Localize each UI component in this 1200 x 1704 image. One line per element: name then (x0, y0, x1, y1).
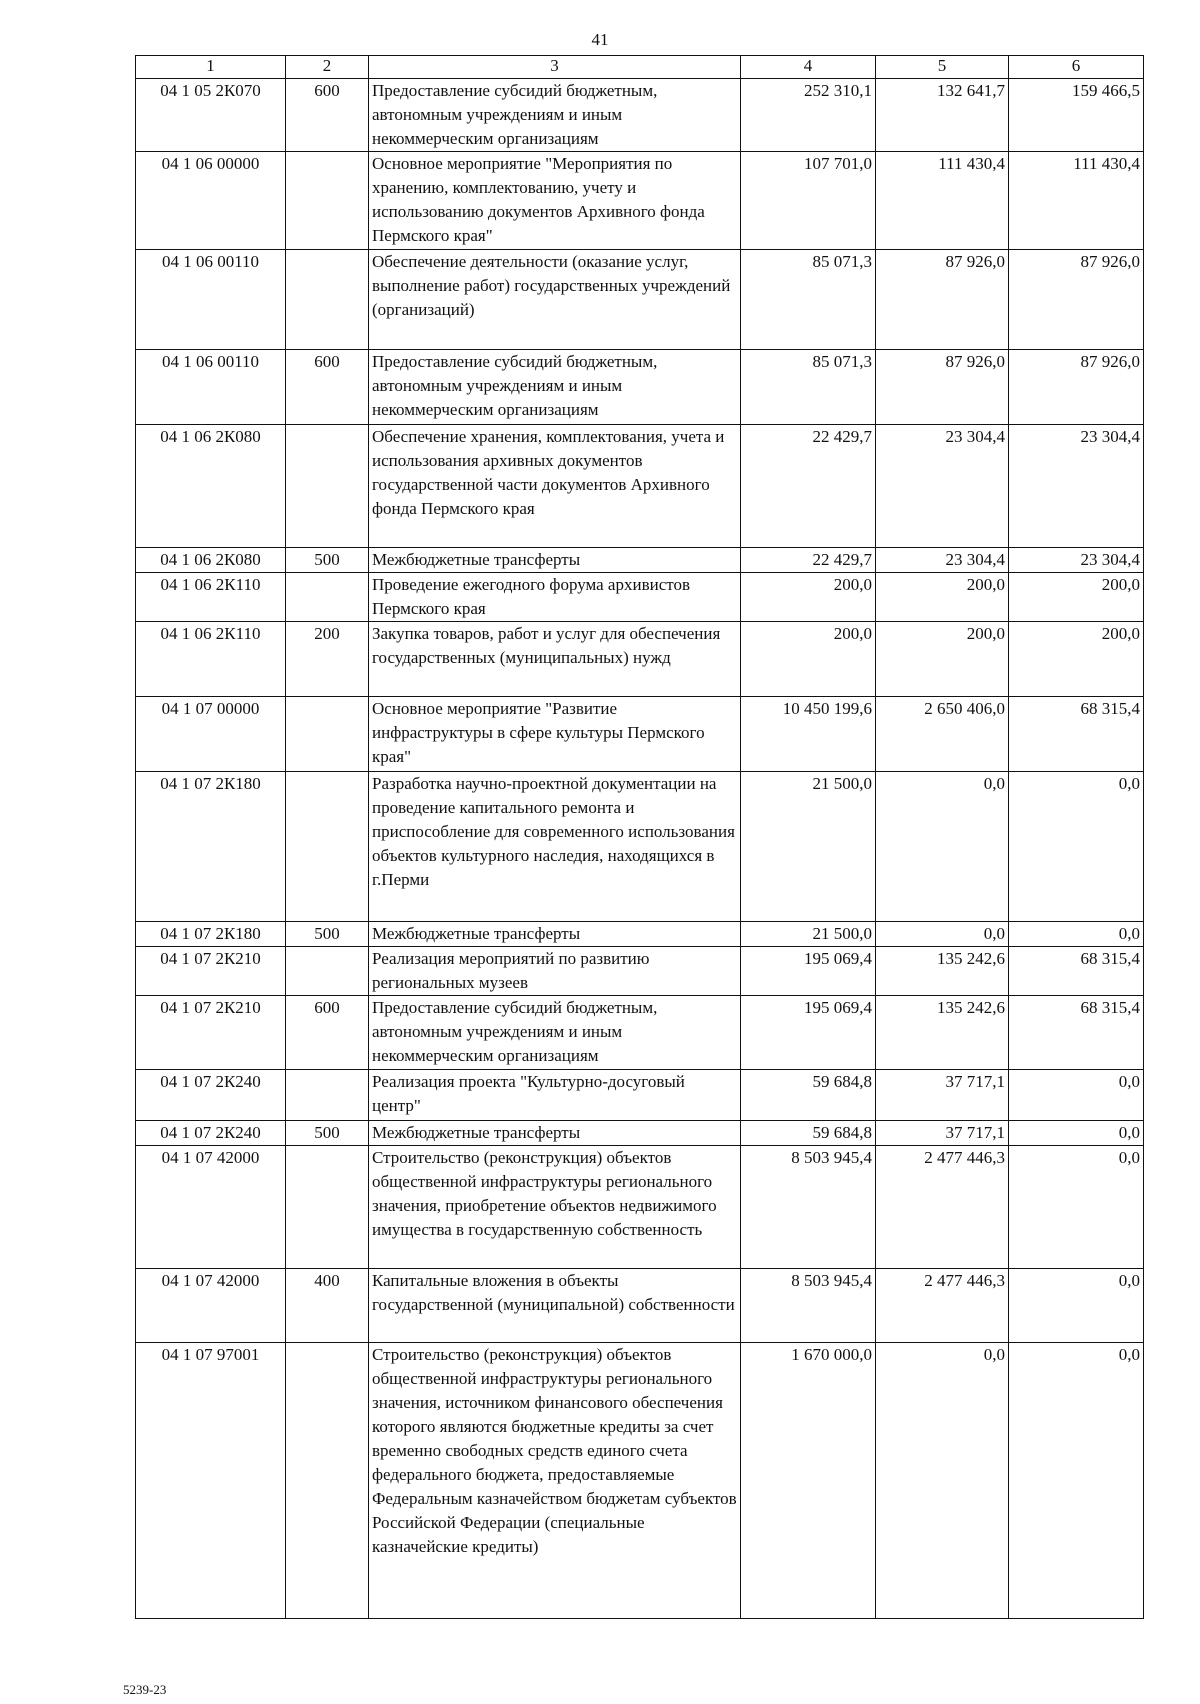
row-code: 04 1 07 2К210 (136, 996, 286, 1070)
table-row (136, 1146, 1144, 1269)
row-code: 04 1 06 2К080 (136, 548, 286, 573)
row-value-6: 0,0 (1009, 1343, 1144, 1619)
row-type (286, 573, 369, 622)
table-row (136, 548, 1144, 573)
row-type: 500 (286, 922, 369, 947)
page-number: 41 (591, 30, 609, 49)
row-name: Предоставление субсидий бюджетным, автономным учреждениям и иным некоммерческим организациям (369, 996, 741, 1070)
budget-table (135, 55, 1144, 1619)
row-type (286, 1070, 369, 1121)
row-value-5: 200,0 (876, 573, 1009, 622)
row-type (286, 947, 369, 996)
row-value-4: 252 310,1 (741, 79, 876, 152)
row-value-6: 111 430,4 (1009, 152, 1144, 250)
row-value-4: 200,0 (741, 622, 876, 697)
row-type (286, 425, 369, 548)
row-type (286, 772, 369, 922)
row-code: 04 1 07 2К210 (136, 947, 286, 996)
row-name: Основное мероприятие "Мероприятия по хранению, комплектованию, учету и использованию документов Архивного фонда Пермского края" (369, 152, 741, 250)
table-row (136, 996, 1144, 1070)
row-value-6: 23 304,4 (1009, 425, 1144, 548)
row-value-5: 37 717,1 (876, 1070, 1009, 1121)
row-type (286, 250, 369, 350)
row-value-4: 200,0 (741, 573, 876, 622)
row-name: Строительство (реконструкция) объектов общественной инфраструктуры регионального значения, источником финансового обеспечения которого являются бюджетные кредиты за счет временно свободных средств единого счета федерального бюджета, предоставляемые Федеральным казначейством бюджетам субъектов Российской Федерации (специальные казначейские кредиты) (369, 1343, 741, 1619)
row-value-5: 87 926,0 (876, 350, 1009, 425)
row-value-4: 59 684,8 (741, 1121, 876, 1146)
row-name: Обеспечение хранения, комплектования, учета и использования архивных документов государственной части документов Архивного фонда Пермского края (369, 425, 741, 548)
row-code: 04 1 07 2К180 (136, 922, 286, 947)
row-name: Строительство (реконструкция) объектов общественной инфраструктуры регионального значения, приобретение объектов недвижимого имущества в государственную собственность (369, 1146, 741, 1269)
row-name: Предоставление субсидий бюджетным, автономным учреждениям и иным некоммерческим организациям (369, 79, 741, 152)
col-header-1: 1 (136, 56, 286, 79)
table-row (136, 79, 1144, 152)
row-code: 04 1 07 97001 (136, 1343, 286, 1619)
row-code: 04 1 07 2К240 (136, 1070, 286, 1121)
col-header-6: 6 (1009, 56, 1144, 79)
table-row (136, 350, 1144, 425)
row-value-6: 23 304,4 (1009, 548, 1144, 573)
document-code: 5239-23 (123, 1682, 167, 1697)
row-value-5: 111 430,4 (876, 152, 1009, 250)
row-type: 600 (286, 79, 369, 152)
row-value-5: 0,0 (876, 922, 1009, 947)
row-code: 04 1 05 2К070 (136, 79, 286, 152)
row-value-6: 200,0 (1009, 622, 1144, 697)
row-code: 04 1 06 2К110 (136, 573, 286, 622)
row-value-4: 85 071,3 (741, 250, 876, 350)
row-name: Проведение ежегодного форума архивистов Пермского края (369, 573, 741, 622)
row-type: 500 (286, 548, 369, 573)
col-header-2: 2 (286, 56, 369, 79)
row-code: 04 1 06 2К080 (136, 425, 286, 548)
row-value-6: 87 926,0 (1009, 250, 1144, 350)
row-value-6: 68 315,4 (1009, 996, 1144, 1070)
row-value-4: 59 684,8 (741, 1070, 876, 1121)
row-value-6: 0,0 (1009, 1121, 1144, 1146)
row-type (286, 697, 369, 772)
row-value-5: 23 304,4 (876, 548, 1009, 573)
row-value-5: 135 242,6 (876, 996, 1009, 1070)
row-code: 04 1 07 42000 (136, 1269, 286, 1343)
row-type (286, 152, 369, 250)
row-value-6: 87 926,0 (1009, 350, 1144, 425)
row-value-5: 135 242,6 (876, 947, 1009, 996)
row-value-4: 85 071,3 (741, 350, 876, 425)
row-name: Обеспечение деятельности (оказание услуг, выполнение работ) государственных учреждений (организаций) (369, 250, 741, 350)
row-name: Межбюджетные трансферты (369, 922, 741, 947)
row-value-5: 2 477 446,3 (876, 1146, 1009, 1269)
table-row (136, 425, 1144, 548)
row-code: 04 1 07 2К180 (136, 772, 286, 922)
row-value-6: 200,0 (1009, 573, 1144, 622)
row-value-4: 195 069,4 (741, 947, 876, 996)
row-code: 04 1 07 2К240 (136, 1121, 286, 1146)
row-value-4: 195 069,4 (741, 996, 876, 1070)
table-row (136, 922, 1144, 947)
col-header-5: 5 (876, 56, 1009, 79)
row-type: 500 (286, 1121, 369, 1146)
table-row (136, 573, 1144, 622)
row-code: 04 1 07 42000 (136, 1146, 286, 1269)
row-name: Межбюджетные трансферты (369, 1121, 741, 1146)
table-row (136, 1070, 1144, 1121)
row-value-5: 87 926,0 (876, 250, 1009, 350)
row-code: 04 1 06 00000 (136, 152, 286, 250)
table-row (136, 1343, 1144, 1619)
row-value-5: 0,0 (876, 772, 1009, 922)
row-name: Межбюджетные трансферты (369, 548, 741, 573)
table-row (136, 152, 1144, 250)
table-row (136, 697, 1144, 772)
row-value-6: 0,0 (1009, 1070, 1144, 1121)
table-row (136, 1121, 1144, 1146)
row-value-6: 0,0 (1009, 922, 1144, 947)
row-name: Капитальные вложения в объекты государственной (муниципальной) собственности (369, 1269, 741, 1343)
row-code: 04 1 06 00110 (136, 250, 286, 350)
row-value-4: 8 503 945,4 (741, 1146, 876, 1269)
row-name: Реализация мероприятий по развитию региональных музеев (369, 947, 741, 996)
row-value-6: 159 466,5 (1009, 79, 1144, 152)
table-row (136, 772, 1144, 922)
row-value-5: 0,0 (876, 1343, 1009, 1619)
row-type (286, 1146, 369, 1269)
row-value-4: 107 701,0 (741, 152, 876, 250)
row-value-4: 1 670 000,0 (741, 1343, 876, 1619)
row-type: 200 (286, 622, 369, 697)
row-code: 04 1 06 2К110 (136, 622, 286, 697)
table-row (136, 947, 1144, 996)
row-value-4: 8 503 945,4 (741, 1269, 876, 1343)
row-name: Разработка научно-проектной документации на проведение капитального ремонта и приспособление для современного использования объектов культурного наследия, находящихся в г.Перми (369, 772, 741, 922)
row-name: Закупка товаров, работ и услуг для обеспечения государственных (муниципальных) нужд (369, 622, 741, 697)
row-value-6: 68 315,4 (1009, 947, 1144, 996)
header-row (136, 56, 1144, 79)
row-value-5: 2 650 406,0 (876, 697, 1009, 772)
row-type: 400 (286, 1269, 369, 1343)
row-value-6: 68 315,4 (1009, 697, 1144, 772)
table-row (136, 250, 1144, 350)
row-type: 600 (286, 350, 369, 425)
row-type (286, 1343, 369, 1619)
row-value-4: 10 450 199,6 (741, 697, 876, 772)
row-value-4: 22 429,7 (741, 548, 876, 573)
row-value-5: 2 477 446,3 (876, 1269, 1009, 1343)
row-name: Реализация проекта "Культурно-досуговый центр" (369, 1070, 741, 1121)
row-type: 600 (286, 996, 369, 1070)
table-row (136, 1269, 1144, 1343)
row-value-4: 22 429,7 (741, 425, 876, 548)
col-header-3: 3 (369, 56, 741, 79)
table-row (136, 622, 1144, 697)
row-value-4: 21 500,0 (741, 772, 876, 922)
row-code: 04 1 06 00110 (136, 350, 286, 425)
row-value-6: 0,0 (1009, 772, 1144, 922)
row-name: Предоставление субсидий бюджетным, автономным учреждениям и иным некоммерческим организациям (369, 350, 741, 425)
col-header-4: 4 (741, 56, 876, 79)
row-value-5: 37 717,1 (876, 1121, 1009, 1146)
row-value-4: 21 500,0 (741, 922, 876, 947)
row-value-6: 0,0 (1009, 1269, 1144, 1343)
row-value-5: 23 304,4 (876, 425, 1009, 548)
row-name: Основное мероприятие "Развитие инфраструктуры в сфере культуры Пермского края" (369, 697, 741, 772)
row-value-6: 0,0 (1009, 1146, 1144, 1269)
row-value-5: 132 641,7 (876, 79, 1009, 152)
row-code: 04 1 07 00000 (136, 697, 286, 772)
row-value-5: 200,0 (876, 622, 1009, 697)
